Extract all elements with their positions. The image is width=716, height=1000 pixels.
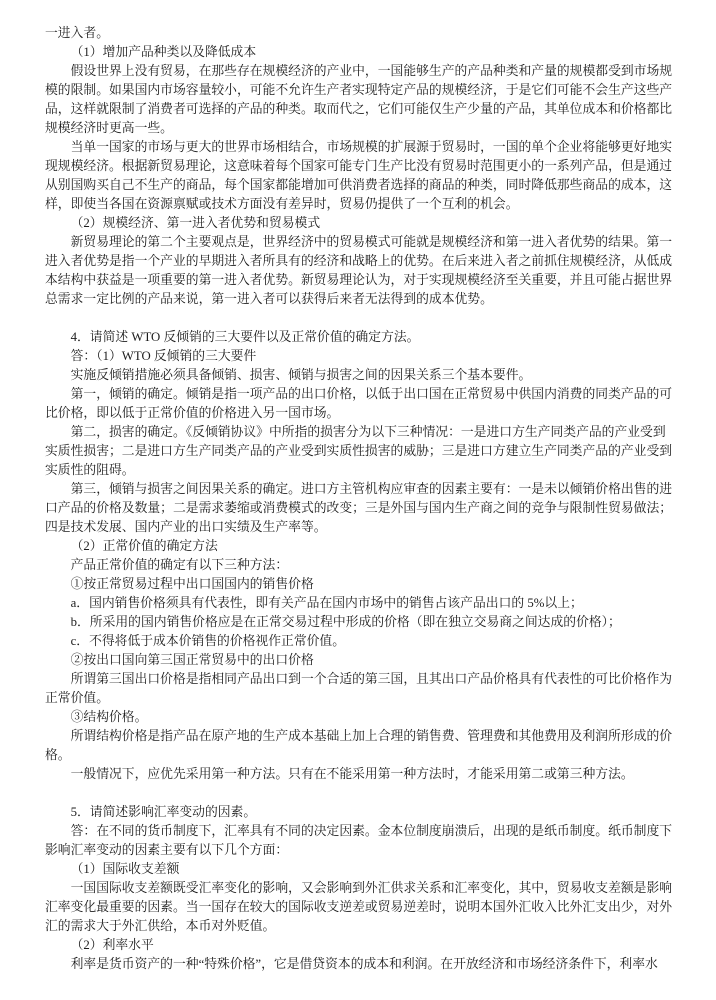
text-line: （1）增加产品种类以及降低成本 xyxy=(70,45,257,59)
text-line: 一国国际收支差额既受汇率变化的影响，又会影响到外汇供求关系和汇率变化，其中，贸易收支差额是影响 xyxy=(70,881,673,895)
text-line: 实质性损害；二是进口方生产同类产品的产业受到实质性损害的威胁；三是进口方建立生产同类产品的产业受到 xyxy=(45,444,673,458)
text-line: 从别国购买自己不生产的商品，每个国家都能增加可供消费者选择的商品的种类，同时降低那些商品的成本，这 xyxy=(45,178,673,192)
text-line: 利率是货币资产的一种“特殊价格”，它是借贷资本的成本和利润。在开放经济和市场经济条件下，利率水 xyxy=(70,957,658,971)
text-line: 所谓第三国出口价格是指相同产品出口到一个合适的第三国，且其出口产品价格具有代表性的可比价格作为 xyxy=(70,672,673,686)
text-line: 影响汇率变动的因素主要有以下几个方面： xyxy=(45,843,289,857)
text-line: 第二，损害的确定。《反倾销协议》中所指的损害分为以下三种情况：一是进口方生产同类产品的产业受到 xyxy=(70,425,666,439)
text-line: 第一，倾销的确定。倾销是指一项产品的出口价格，以低于出口国在正常贸易中供国内消费的同类产品的可 xyxy=(70,387,673,401)
text-line: 进入者优势是指一个产业的早期进入者所具有的经济和战略上的优势。在后来进入者之前抓住规模经济，从低成 xyxy=(45,254,673,268)
text-line: （2）正常价值的确定方法 xyxy=(70,539,218,553)
text-line: 比价格，即以低于正常价值的价格进入另一国市场。 xyxy=(45,406,340,420)
text-line: ②按出口国向第三国正常贸易中的出口价格 xyxy=(70,653,314,667)
document-text xyxy=(45,24,677,974)
text-line: 答：（1）WTO 反倾销的三大要件 xyxy=(70,349,257,363)
text-line: 四是技术发展、国内产业的出口实绩及生产率等。 xyxy=(45,520,327,534)
text-line: 一进入者。 xyxy=(45,26,109,40)
text-line: 产品正常价值的确定有以下三种方法： xyxy=(70,558,289,572)
text-line: a．国内销售价格须具有代表性，即有关产品在国内市场中的销售占该产品出口的 5%以上； xyxy=(70,596,583,610)
text-line: 当单一国家的市场与更大的世界市场相结合，市场规模的扩展源于贸易时，一国的单个企业将能够更好地实 xyxy=(70,140,673,154)
text-line: 模的限制。如果国内市场容量较小，可能不允许生产者实现特定产品的规模经济，于是它们可能不会生产这些产 xyxy=(45,83,673,97)
text-line: （1）国际收支差额 xyxy=(70,862,180,876)
text-line: 规模经济时更高一些。 xyxy=(45,121,173,135)
text-line: 第三，倾销与损害之间因果关系的确定。进口方主管机构应审查的因素主要有：一是未以倾销价格出售的进 xyxy=(70,482,673,496)
text-line: （2）利率水平 xyxy=(70,938,154,952)
text-line: 5．请简述影响汇率变动的因素。 xyxy=(70,805,257,819)
text-line: 现规模经济。根据新贸易理论，这意味着每个国家可能专门生产比没有贸易时范围更小的一系列产品，但是通过 xyxy=(45,159,673,173)
text-line: 4．请简述 WTO 反倾销的三大要件以及正常价值的确定方法。 xyxy=(70,330,420,344)
blank-line xyxy=(45,784,677,803)
text-line: 实质性的阻碍。 xyxy=(45,463,135,477)
text-line: 样，即使当各国在资源禀赋或技术方面没有差异时，贸易仍提供了一个互利的机会。 xyxy=(45,197,519,211)
text-line: c．不得将低于成本价销售的价格视作正常价值。 xyxy=(70,634,346,648)
text-line: 正常价值。 xyxy=(45,691,109,705)
text-line: 答：在不同的货币制度下，汇率具有不同的决定因素。金本位制度崩溃后，出现的是纸币制度。纸币制度下 xyxy=(70,824,673,838)
text-line: 总需求一定比例的产品来说，第一进入者可以获得后来者无法得到的成本优势。 xyxy=(45,292,493,306)
text-line: ①按正常贸易过程中出口国国内的销售价格 xyxy=(70,577,314,591)
text-line: 品，这样就限制了消费者可选择的产品的种类。取而代之，它们可能仅生产少量的产品，其单位成本和价格都比 xyxy=(45,102,673,116)
text-line: 所谓结构价格是指产品在原产地的生产成本基础上加上合理的销售费、管理费和其他费用及利润所形成的价 xyxy=(70,729,673,743)
text-line: 格。 xyxy=(45,748,71,762)
text-line: 本结构中获益是一项重要的第一进入者优势。新贸易理论认为，对于实现规模经济至关重要，并且可能占据世界 xyxy=(45,273,673,287)
text-line: ③结构价格。 xyxy=(70,710,148,724)
text-line: 一般情况下，应优先采用第一种方法。只有在不能采用第一种方法时，才能采用第二或第三种方法。 xyxy=(70,767,634,781)
text-line: 汇的需求大于外汇供给，本币对外贬值。 xyxy=(45,919,276,933)
text-line: 实施反倾销措施必须具备倾销、损害、倾销与损害之间的因果关系三个基本要件。 xyxy=(70,368,532,382)
text-line: 口产品的价格及数量；二是需求萎缩或消费模式的改变；三是外国与国内生产商之间的竞争与限制性贸易做法； xyxy=(45,501,673,515)
text-line: 汇率变化最重要的因素。当一国存在较大的国际收支逆差或贸易逆差时，说明本国外汇收入比外汇支出少，对外 xyxy=(45,900,673,914)
text-line: 新贸易理论的第二个主要观点是，世界经济中的贸易模式可能就是规模经济和第一进入者优势的结果。第一 xyxy=(70,235,673,249)
text-line: b．所采用的国内销售价格应是在正常交易过程中形成的价格（即在独立交易商之间达成的价格）； xyxy=(70,615,621,629)
blank-line xyxy=(45,309,677,328)
text-line: （2）规模经济、第一进入者优势和贸易模式 xyxy=(70,216,321,230)
text-line: 假设世界上没有贸易，在那些存在规模经济的产业中，一国能够生产的产品种类和产量的规模都受到市场规 xyxy=(70,64,673,78)
